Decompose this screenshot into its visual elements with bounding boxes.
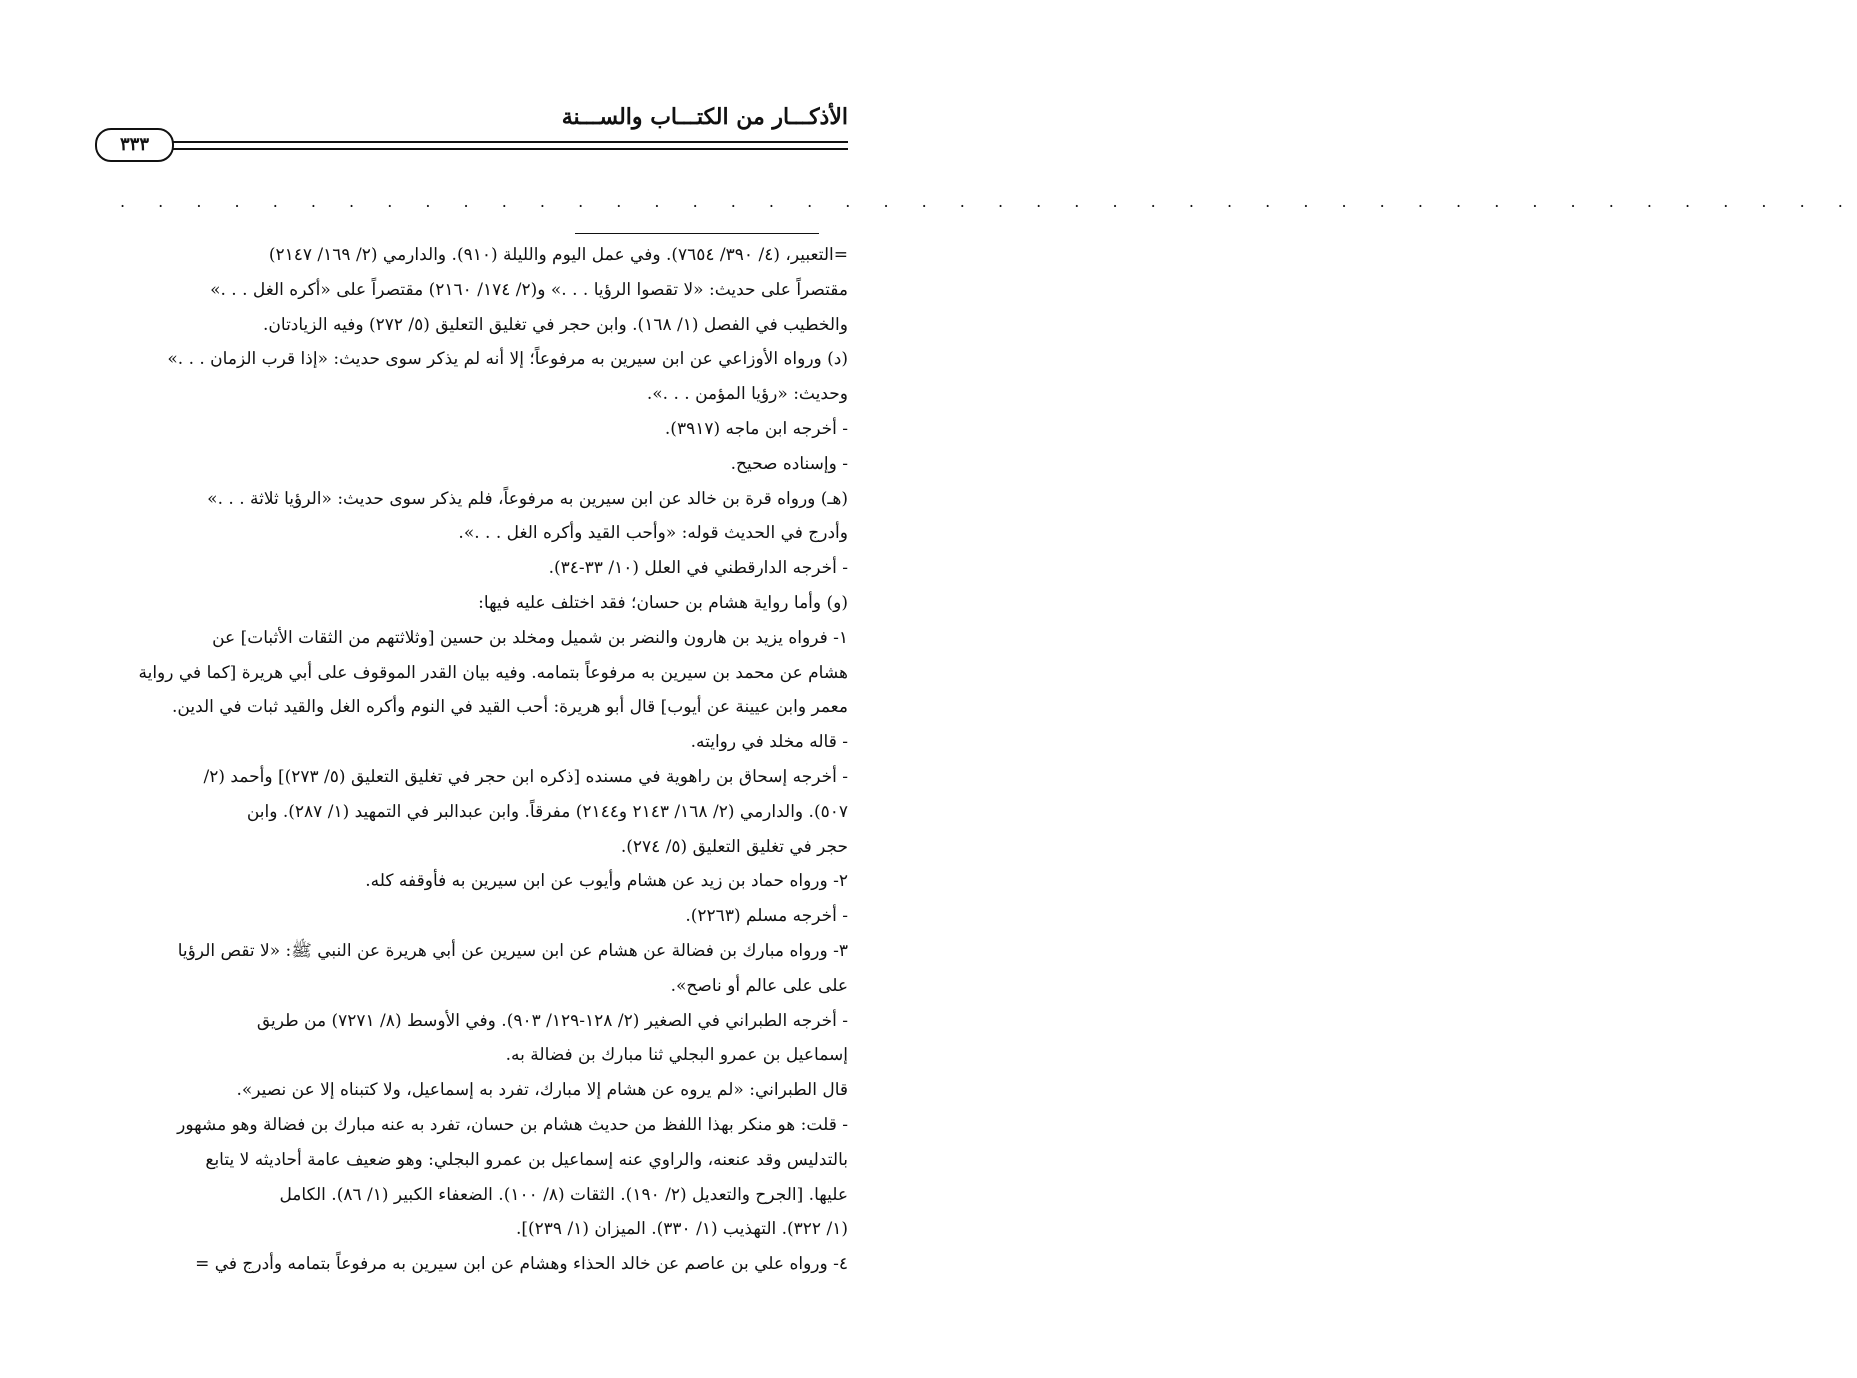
text-line: - قاله مخلد في روايته. (690, 732, 848, 753)
text-line: ٣- ورواه مبارك بن فضالة عن هشام عن ابن سيرين عن أبي هريرة عن النبي ﷺ: «لا تقص الرؤيا (177, 940, 848, 961)
text-line: هشام عن محمد بن سيرين به مرفوعاً بتمامه. وفيه بيان القدر الموقوف على أبي هريرة [كما في رواية (138, 662, 848, 683)
running-header-title: الأذكـــار من الكتـــاب والســـنة (561, 104, 848, 130)
text-line: عليها. [الجرح والتعديل (٢/ ١٩٠). الثقات (٨/ ١٠٠). الضعفاء الكبير (١/ ٨٦). الكامل (279, 1184, 848, 1205)
text-line: (١/ ٣٢٢). التهذيب (١/ ٣٣٠). الميزان (١/ ٢٣٩)]. (515, 1219, 848, 1240)
text-line: معمر وابن عيينة عن أيوب] قال أبو هريرة: أحب القيد في النوم وأكره الغل والقيد ثبات في الدين. (172, 697, 848, 718)
text-line: إسماعيل بن عمرو البجلي ثنا مبارك بن فضالة به. (505, 1045, 848, 1066)
text-line: - أخرجه مسلم (٢٢٦٣). (685, 906, 848, 927)
text-line: ٥٠٧). والدارمي (٢/ ١٦٨/ ٢١٤٣ و٢١٤٤) مفرقاً. وابن عبدالبر في التمهيد (١/ ٢٨٧). وابن (246, 801, 848, 822)
text-line: ٢- ورواه حماد بن زيد عن هشام وأيوب عن ابن سيرين به فأوقفه كله. (365, 871, 848, 892)
footnote-rule (575, 233, 819, 234)
page-number: ٣٣٣ (95, 128, 174, 162)
text-line: (و) وأما رواية هشام بن حسان؛ فقد اختلف عليه فيها: (478, 592, 848, 613)
text-line: والخطيب في الفصل (١/ ١٦٨). وابن حجر في تغليق التعليق (٥/ ٢٧٢) وفيه الزيادتان. (263, 314, 848, 335)
text-line: - وإسناده صحيح. (730, 453, 848, 474)
text-line: ٤- ورواه علي بن عاصم عن خالد الحذاء وهشام عن ابن سيرين به مرفوعاً بتمامه وأدرج في = (195, 1254, 848, 1275)
text-line: وأدرج في الحديث قوله: «وأحب القيد وأكره الغل . . .». (458, 523, 848, 544)
text-line: - أخرجه الطبراني في الصغير (٢/ ١٢٨-١٢٩/ ٩٠٣). وفي الأوسط (٨/ ٧٢٧١) من طريق (256, 1010, 848, 1031)
text-line: على على عالم أو ناصح». (670, 975, 848, 996)
dotted-separator: . . . . . . . . . . . . . . . . . . . . . . . . . . . . . . . . . . . . . . . . . . . . . . (120, 192, 1857, 211)
text-line: - أخرجه إسحاق بن راهوية في مسنده [ذكره ابن حجر في تغليق التعليق (٥/ ٢٧٣)] وأحمد (٢/ (203, 766, 848, 787)
text-line: - أخرجه الدارقطني في العلل (١٠/ ٣٣-٣٤). (548, 558, 848, 579)
text-line: (د) ورواه الأوزاعي عن ابن سيرين به مرفوعاً؛ إلا أنه لم يذكر سوى حديث: «إذا قرب الزمان . . .» (167, 349, 848, 370)
text-line: - أخرجه ابن ماجه (٣٩١٧). (664, 418, 848, 439)
footnote-body (90, 238, 848, 1282)
text-line: =التعبير، (٤/ ٣٩٠/ ٧٦٥٤). وفي عمل اليوم والليلة (٩١٠). والدارمي (٢/ ١٦٩/ ٢١٤٧) (268, 245, 848, 265)
text-line: حجر في تغليق التعليق (٥/ ٢٧٤). (620, 836, 848, 857)
text-line: مقتصراً على حديث: «لا تقصوا الرؤيا . . .» و(٢/ ١٧٤/ ٢١٦٠) مقتصراً على «أكره الغل . . .» (210, 279, 848, 300)
text-line: وحديث: «رؤيا المؤمن . . .». (646, 384, 848, 405)
text-line: (هـ) ورواه قرة بن خالد عن ابن سيرين به مرفوعاً، فلم يذكر سوى حديث: «الرؤيا ثلاثة . . .» (207, 488, 848, 509)
text-line: ١- فرواه يزيد بن هارون والنضر بن شميل ومخلد بن حسين [وثلاثتهم من الثقات الأثبات] عن (212, 627, 848, 648)
header-rule (170, 141, 848, 150)
text-line: - قلت: هو منكر بهذا اللفظ من حديث هشام بن حسان، تفرد به عنه مبارك بن فضالة وهو مشهور (177, 1114, 848, 1135)
text-line: قال الطبراني: «لم يروه عن هشام إلا مبارك، تفرد به إسماعيل، ولا كتبناه إلا عن نصير». (236, 1080, 848, 1101)
text-line: بالتدليس وقد عنعنه، والراوي عنه إسماعيل بن عمرو البجلي: وهو ضعيف عامة أحاديثه لا يتابع (205, 1149, 848, 1170)
